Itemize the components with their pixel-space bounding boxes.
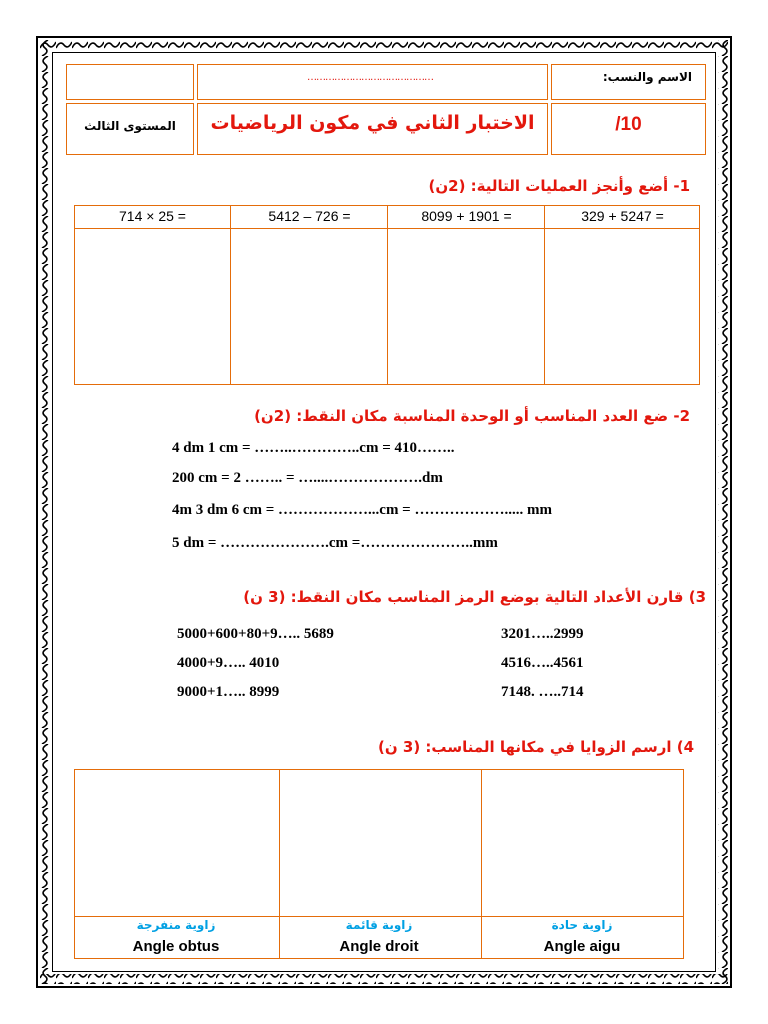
- header-empty-cell: [66, 64, 194, 100]
- angle-right-fr: Angle droit: [339, 938, 419, 955]
- q1-title: 1- أضع وأنجز العمليات التالية: (2ن): [428, 177, 690, 195]
- q2-title: 2- ضع العدد المناسب أو الوحدة المناسبة مكان النقط: (2ن): [254, 407, 690, 425]
- operation-2: 8099 + 1901 =: [421, 208, 512, 224]
- exam-title: الاختبار الثاني في مكون الرياضيات: [210, 112, 535, 134]
- q3-left-1: 5000+600+80+9….. 5689: [177, 626, 334, 642]
- name-label: الاسم والنسب:: [602, 70, 692, 84]
- operation-4: 714 × 25 =: [119, 208, 186, 224]
- angle-right-ar: زاوية قائمة: [345, 918, 413, 932]
- q3-right-3: 7148. …..714: [501, 684, 584, 700]
- operations-grid: [74, 205, 700, 385]
- angle-obtuse-ar: زاوية منفرجة: [136, 918, 216, 932]
- angle-acute-ar: زاوية حادة: [551, 918, 613, 932]
- q3-title: 3) قارن الأعداد التالية بوضع الرمز المناسب مكان النقط: (3 ن): [243, 588, 706, 606]
- q3-right-2: 4516…..4561: [501, 655, 584, 671]
- q2-line-2: 200 cm = 2 …….. = …....……………….dm: [172, 470, 443, 486]
- q2-line-4: 5 dm = ………………….cm =…………………..mm: [172, 535, 498, 551]
- q2-line-3: 4m 3 dm 6 cm = ………………...cm = ………………..... mm: [172, 502, 552, 518]
- q3-right-1: 3201…..2999: [501, 626, 584, 642]
- operation-1: 329 + 5247 =: [581, 208, 664, 224]
- angle-obtuse-fr: Angle obtus: [132, 938, 220, 955]
- q3-left-3: 9000+1….. 8999: [177, 684, 280, 700]
- angle-acute-fr: Angle aigu: [543, 938, 621, 955]
- name-dots: ……………………………………: [307, 72, 433, 83]
- score-label: /10: [615, 114, 642, 135]
- q4-title: 4) ارسم الزوايا في مكانها المناسب: (3 ن): [378, 738, 694, 756]
- operation-3: 5412 – 726 =: [268, 208, 351, 224]
- level-label: المستوى الثالث: [84, 119, 176, 133]
- q2-line-1: 4 dm 1 cm = ……..…………..cm = 410……..: [172, 440, 455, 456]
- q3-left-2: 4000+9….. 4010: [177, 655, 280, 671]
